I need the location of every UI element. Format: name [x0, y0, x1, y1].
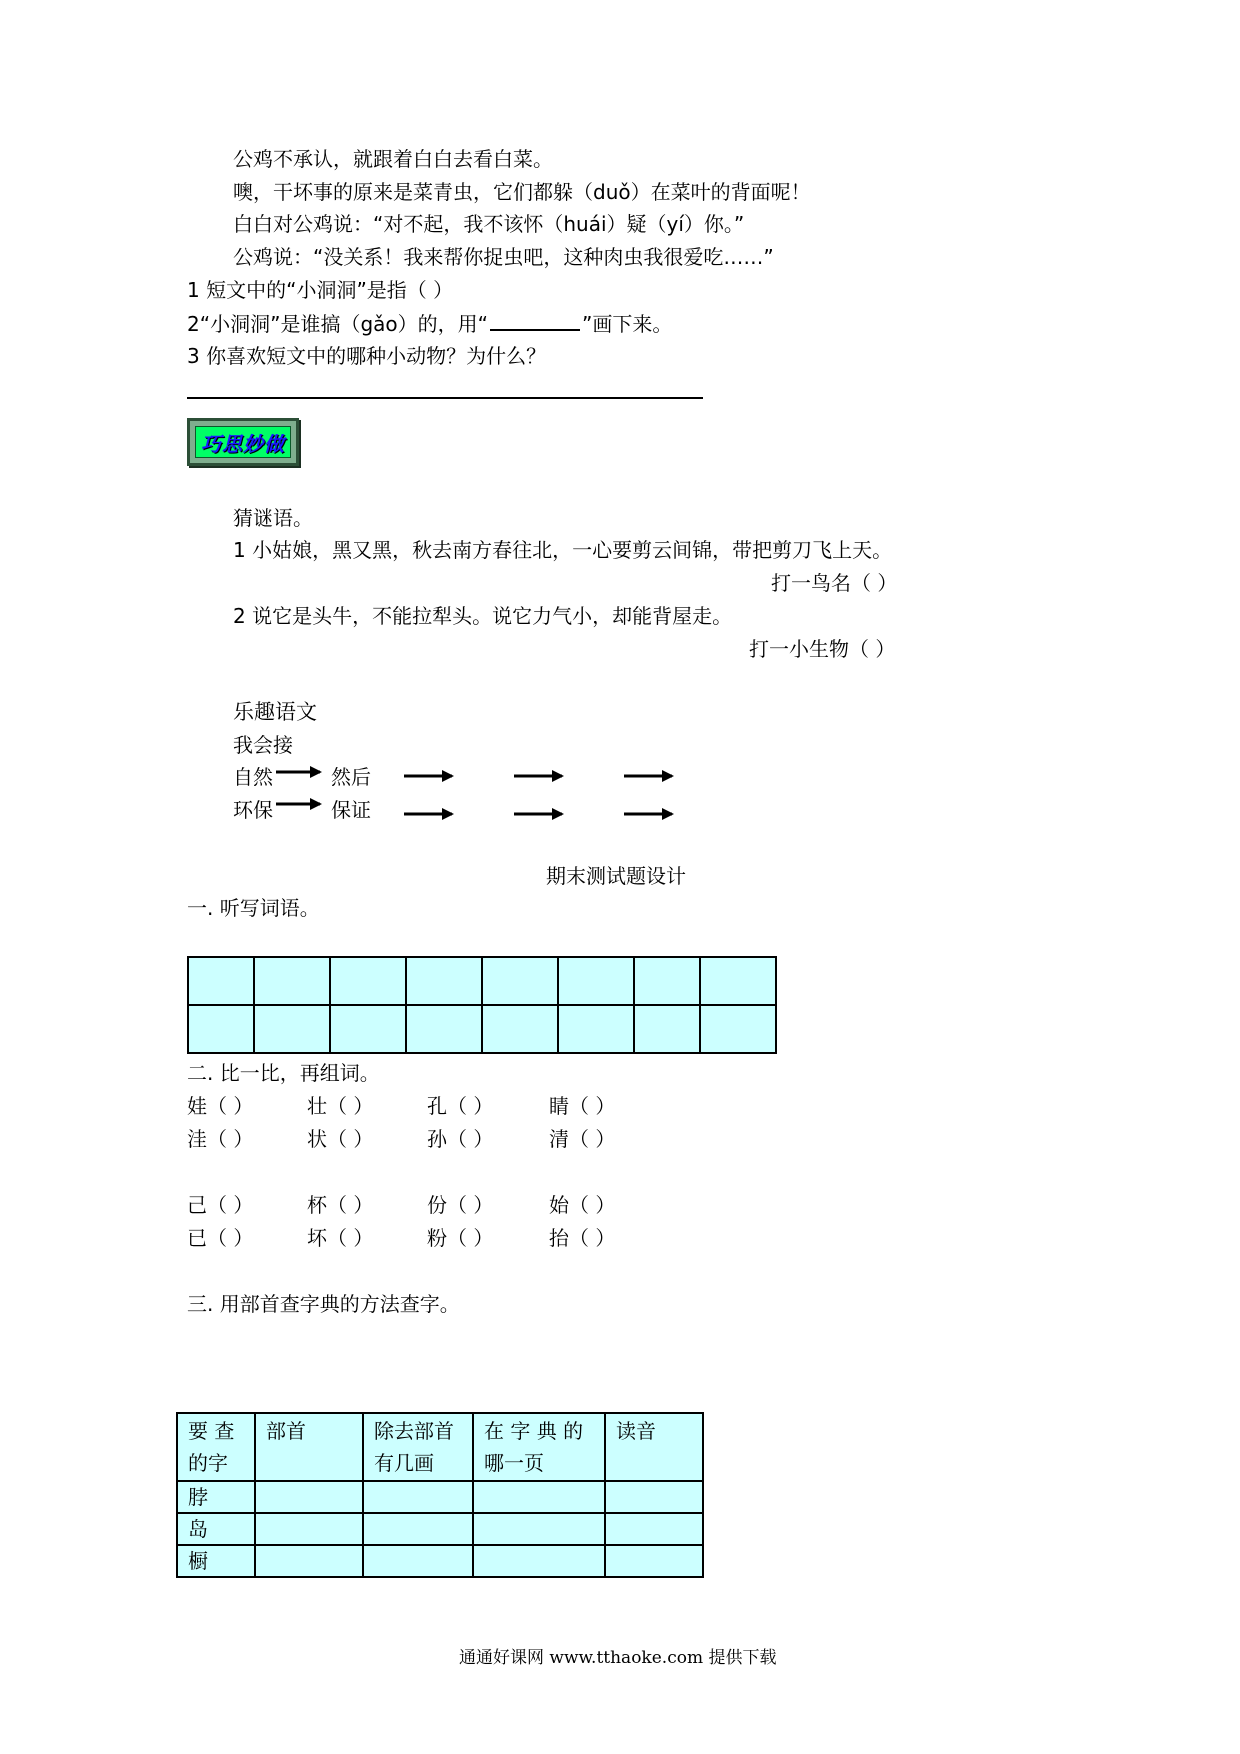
header-cell: 除去部首有几画	[363, 1413, 473, 1481]
table-cell	[605, 1545, 703, 1577]
table-cell	[473, 1513, 605, 1545]
footer-text: 通通好课网 www.tthaoke.com 提供下载	[459, 1648, 777, 1668]
compare-item: 份（ ）	[427, 1193, 494, 1217]
grid-cell	[188, 1005, 254, 1053]
grid-cell	[700, 1005, 776, 1053]
section-3-heading: 三. 用部首查字典的方法查字。	[187, 1292, 460, 1316]
lookup-char: 岛	[177, 1513, 255, 1545]
table-cell	[255, 1513, 363, 1545]
compare-item: 抬（ ）	[549, 1226, 616, 1250]
compare-item: 壮（ ）	[307, 1094, 374, 1118]
grid-cell	[330, 1005, 406, 1053]
question-2-before: 2“小洞洞”是谁搞（gǎo）的，用“	[187, 312, 488, 336]
riddle-1: 1 小姑娘，黑又黑，秋去南方春往北，一心要剪云间锦，带把剪刀飞上天。	[233, 538, 893, 562]
dictionary-table	[176, 1412, 704, 1578]
exam-title: 期末测试题设计	[546, 864, 686, 888]
compare-item: 已（ ）	[187, 1226, 254, 1250]
grid-cell	[482, 1005, 558, 1053]
table-cell	[473, 1545, 605, 1577]
section-1-heading: 一. 听写词语。	[187, 896, 320, 920]
story-paragraph-1: 公鸡不承认，就跟着白白去看白菜。	[233, 147, 553, 171]
grid-cell	[700, 957, 776, 1005]
table-cell	[605, 1481, 703, 1513]
grid-cell	[406, 1005, 482, 1053]
banner-label: 巧思妙做	[201, 431, 285, 456]
question-1: 1 短文中的“小洞洞”是指（ ）	[187, 278, 454, 302]
story-paragraph-3: 白白对公鸡说：“对不起，我不该怀（huái）疑（yí）你。”	[233, 212, 745, 236]
compare-item: 状（ ）	[307, 1127, 374, 1151]
dictation-grid	[187, 956, 777, 1054]
riddle-1-answer: 打一鸟名（ ）	[771, 571, 898, 595]
grid-cell	[634, 1005, 700, 1053]
lookup-char: 橱	[177, 1545, 255, 1577]
table-cell	[473, 1481, 605, 1513]
table-row	[177, 1481, 703, 1513]
table-row	[177, 1513, 703, 1545]
fun-title: 乐趣语文	[233, 700, 317, 724]
table-header-row	[177, 1413, 703, 1481]
chain-row-1-word-1: 自然	[233, 765, 273, 789]
compare-item: 娃（ ）	[187, 1094, 254, 1118]
table-cell	[363, 1481, 473, 1513]
grid-cell	[254, 1005, 330, 1053]
table-cell	[363, 1545, 473, 1577]
riddle-2-answer: 打一小生物（ ）	[749, 637, 896, 661]
riddle-2: 2 说它是头牛，不能拉犁头。说它力气小，却能背屋走。	[233, 604, 733, 628]
grid-cell	[254, 957, 330, 1005]
compare-item: 坏（ ）	[307, 1226, 374, 1250]
header-cell: 要 查 的字	[177, 1413, 255, 1481]
compare-item: 始（ ）	[549, 1193, 616, 1217]
fun-subtitle: 我会接	[233, 733, 293, 757]
header-cell: 在 字 典 的 哪一页	[473, 1413, 605, 1481]
grid-cell	[188, 957, 254, 1005]
question-3: 3 你喜欢短文中的哪种小动物？为什么？	[187, 344, 547, 368]
table-row	[177, 1545, 703, 1577]
compare-item: 粉（ ）	[427, 1226, 494, 1250]
lookup-char: 脖	[177, 1481, 255, 1513]
compare-item: 清（ ）	[549, 1127, 616, 1151]
grid-cell	[330, 957, 406, 1005]
grid-cell	[558, 957, 634, 1005]
story-paragraph-4: 公鸡说：“没关系！我来帮你捉虫吧，这种肉虫我很爱吃……”	[233, 245, 774, 269]
story-paragraph-2: 噢，干坏事的原来是菜青虫，它们都躲（duǒ）在菜叶的背面呢！	[233, 180, 811, 204]
grid-row	[188, 957, 776, 1005]
table-cell	[255, 1481, 363, 1513]
table-cell	[605, 1513, 703, 1545]
table-cell	[255, 1545, 363, 1577]
grid-cell	[406, 957, 482, 1005]
compare-item: 洼（ ）	[187, 1127, 254, 1151]
section-2-heading: 二. 比一比，再组词。	[187, 1061, 380, 1085]
grid-cell	[482, 957, 558, 1005]
compare-item: 睛（ ）	[549, 1094, 616, 1118]
compare-item: 杯（ ）	[307, 1193, 374, 1217]
chain-row-2-word-1: 环保	[233, 798, 273, 822]
riddle-intro: 猜谜语。	[233, 506, 313, 530]
grid-cell	[634, 957, 700, 1005]
compare-item: 己（ ）	[187, 1193, 254, 1217]
compare-item: 孔（ ）	[427, 1094, 494, 1118]
chain-row-1-word-2: 然后	[331, 765, 371, 789]
grid-cell	[558, 1005, 634, 1053]
chain-row-2-word-2: 保证	[331, 798, 371, 822]
question-2-after: ”画下来。	[582, 312, 673, 336]
header-cell: 读音	[605, 1413, 703, 1481]
compare-item: 孙（ ）	[427, 1127, 494, 1151]
table-cell	[363, 1513, 473, 1545]
grid-row	[188, 1005, 776, 1053]
header-cell: 部首	[255, 1413, 363, 1481]
